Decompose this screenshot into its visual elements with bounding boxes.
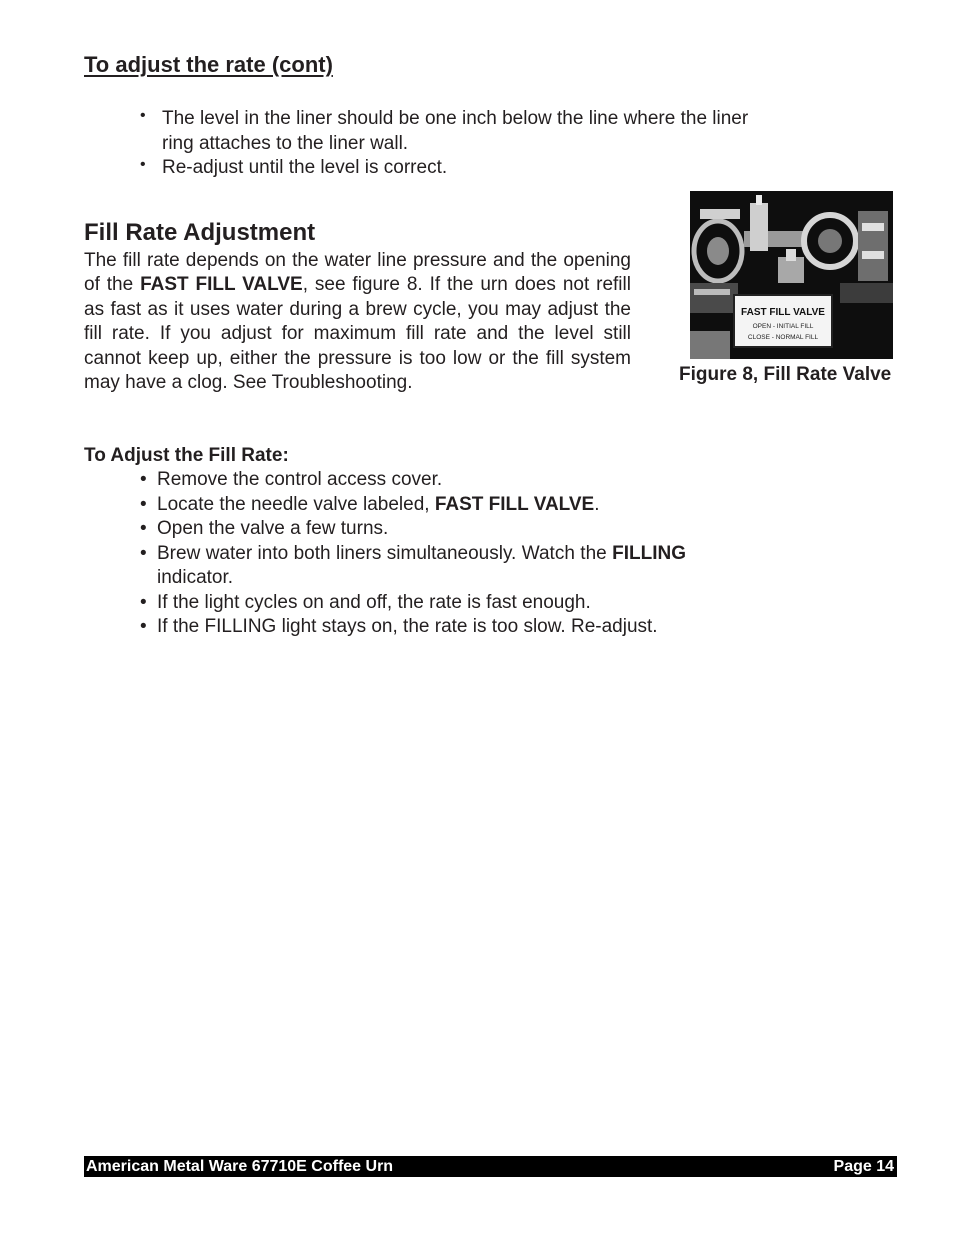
bullet-list-steps [140,468,686,640]
list-item-text: Re-adjust until the level is correct. [162,157,448,178]
bullet-icon: • [140,469,147,490]
section-heading-adjust-rate-cont: To adjust the rate (cont) [84,52,333,77]
page-footer [84,1156,897,1177]
bullet-icon: • [140,107,146,124]
section-heading-fill-rate: Fill Rate Adjustment [84,219,316,246]
list-item [140,591,686,616]
list-item [140,542,686,591]
list-item [140,615,686,640]
list-item-text: Remove the control access cover. [157,469,443,490]
fast-fill-valve-term: FAST FILL VALVE [434,493,595,515]
list-item [140,517,686,542]
list-item [140,493,686,518]
list-item-text: The level in the liner should be one inch below the line where the liner ring attaches to the liner wall. [162,108,749,154]
fill-rate-valve-photo [690,191,893,359]
list-item [140,156,780,181]
bullet-icon: • [140,518,147,539]
paragraph-text: The fill rate depends on the water line pressure and the opening of the [84,250,631,296]
fast-fill-valve-term: FAST FILL VALVE [140,274,303,296]
footer-title: American Metal Ware 67710E Coffee Urn [86,1157,394,1175]
bullet-icon: • [140,616,147,637]
valve-label-title: FAST FILL VALVE [741,307,825,318]
list-item-text: If the FILLING light stays on, the rate is too slow. Re-adjust. [157,616,658,637]
fill-rate-paragraph [84,249,631,395]
list-item-text: If the light cycles on and off, the rate is fast enough. [157,591,591,613]
list-item-text: Open the valve a few turns. [157,518,389,539]
paragraph-text: , see figure 8. If the urn does not refill as fast as it uses water during a brew cycle, you may adjust the fill rate. If you adjust for maximum fill rate and the level still cannot keep up, either the pressure is too low or the fill system may have a clog. See Troubleshooting. [84,274,631,394]
bullet-list-level [140,107,780,181]
bullet-icon: • [140,156,146,173]
bullet-icon: • [140,591,147,613]
valve-label-close: CLOSE - NORMAL FILL [747,334,819,341]
valve-label-open: OPEN - INITIAL FILL [752,323,814,330]
figure-caption: Figure 8, Fill Rate Valve [679,364,892,385]
page-number: Page 14 [833,1157,894,1175]
valve-photo-illustration [690,191,893,359]
list-item-text: Locate the needle valve labeled, [157,493,435,515]
filling-term: FILLING [612,542,686,564]
bullet-icon: • [140,542,147,564]
list-item [140,468,686,493]
list-item-text: . [594,493,600,515]
section-heading-adjust-fill-rate: To Adjust the Fill Rate: [84,445,289,466]
bullet-icon: • [140,493,147,515]
list-item-text: Brew water into both liners simultaneously. Watch the [157,542,613,564]
list-item-text: indicator. [157,567,234,588]
list-item [140,107,780,156]
